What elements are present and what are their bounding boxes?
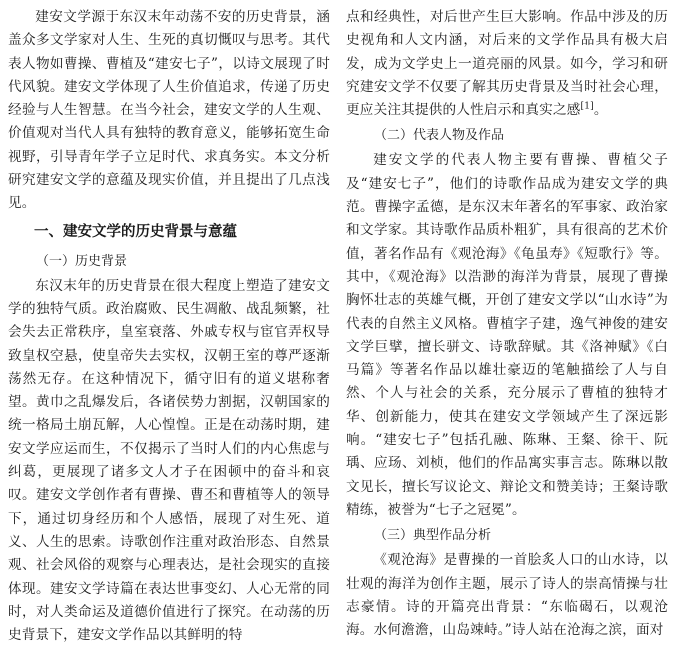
- representatives-paragraph: 建安文学的代表人物主要有曹操、曹植父子及“建安七子”，他们的诗歌作品成为建安文学的典范。曹操字孟德，是东汉末年著名的军事家、政治家和文学家。其诗歌作品质朴粗犷，具有很高的艺术价值，著名作品有《观沧海》《龟虽寿》《短歌行》等。其中，《观沧海》以浩渺的海洋为背景，展现了曹操胸怀壮志的英雄气概，开创了建安文学以“山水诗”为代表的自然主义风格。曹植字子建，逸气神俊的建安文学巨擘，擅长骈文、诗歌辞赋。其《洛神赋》《白马篇》等著名作品以雄壮豪迈的笔触描绘了人与自然、个人与社会的关系，充分展示了曹植的独特才华、创新能力，使其在建安文学领域产生了深远影响。“建安七子”包括孔融、陈琳、王粲、徐干、阮瑀、应玚、刘桢，他们的作品寓实事言志。陈琳以散文见长，擅长写议论文、辩论文和赞美诗；王粲诗歌精练，被誉为“七子之冠冕”。: [346, 152, 668, 518]
- intro-paragraph: 建安文学源于东汉末年动荡不安的历史背景，涵盖众多文学家对人生、生死的真切慨叹与思考。其代表人物如曹操、曹植及“建安七子”，以诗文展现了时代风貌。建安文学体现了人生价值追求，传递了历史经验与人生智慧。在当今社会，建安文学的人生观、价值观对当代人具有独特的教育意义，能够拓宽生命视野，引导青年学子立足时代、求真务实。本文分析研究建安文学的意蕴及现实价值，并且提出了几点浅见。: [8, 9, 330, 212]
- left-column: [8, 0, 330, 647]
- citation-ref: [1]: [580, 101, 594, 112]
- typical-works-paragraph: 《观沧海》是曹操的一首脍炙人口的山水诗，以壮观的海洋为创作主题，展示了诗人的崇高情操与壮志豪情。诗的开篇亮出背景：“东临碣石，以观沧海。水何澹澹，山岛竦峙。”诗人站在沧海之滨，面对: [346, 552, 668, 639]
- continuation-paragraph: [346, 6, 668, 122]
- right-column: [346, 0, 668, 642]
- continuation-text: 点和经典性，对后世产生巨大影响。作品中涉及的历史视角和人文内涵，对后来的文学作品具有极大启发，成为文学史上一道亮丽的风景。如今，学习和研究建安文学不仅要了解其历史背景及当时社会心理，更应关注其提供的人性启示和真实之感: [346, 9, 668, 119]
- subsection-heading-representatives: （二）代表人物及作品: [374, 128, 505, 144]
- historical-background-paragraph: 东汉末年的历史背景在很大程度上塑造了建安文学的独特气质。政治腐败、民生凋敝、战乱频繁，社会失去正常秩序，皇室衰落、外戚专权与宦官弄权导致皇权空悬，使皇帝失去实权，汉朝王室的尊严逐渐荡然无存。在这种情况下，循守旧有的道义堪称奢望。黄巾之乱爆发后，各诸侯势力割据，汉朝国家的统一格局土崩瓦解，人心惶惶。正是在动荡时期，建安文学应运而生，不仅揭示了当时人们的内心焦虑与纠葛，更展现了诸多文人才子在困顿中的奋斗和哀叹。建安文学创作者有曹操、曹丕和曹植等人的领导下，通过切身经历和个人感悟，展现了对生死、道义、人生的思索。诗歌创作注重对政治形态、自然景观、社会风俗的观察与心理表达，是社会现实的直接体现。建安文学诗篇在表达世事变幻、人心无常的同时，对人类命运及道德价值进行了探究。在动荡的历史背景下，建安文学作品以其鲜明的特: [8, 277, 330, 644]
- subsection-heading-typical-works: （三）典型作品分析: [374, 528, 492, 544]
- section-heading-1: 一、建安文学的历史背景与意蕴: [34, 223, 237, 240]
- continuation-end: 。: [593, 102, 608, 119]
- subsection-heading-historical-background: （一）历史背景: [36, 253, 128, 269]
